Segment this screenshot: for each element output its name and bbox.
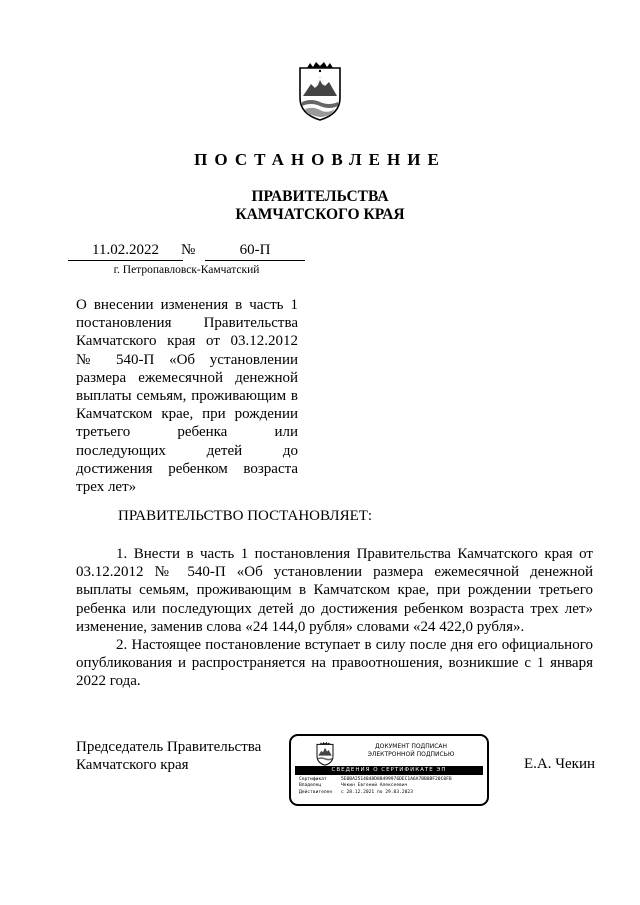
issuer-line: КАМЧАТСКОГО КРАЯ xyxy=(235,206,405,223)
signatory-position-line: Камчатского края xyxy=(76,757,189,774)
stamp-row-value: Чекин Евгений Алексеевич xyxy=(341,783,408,789)
subject-line: Камчатском крае, при рождении xyxy=(76,406,298,423)
kamchatka-coat-of-arms-icon xyxy=(297,62,343,122)
document-subject xyxy=(76,296,298,496)
stamp-row xyxy=(299,790,483,796)
document-body xyxy=(76,545,593,691)
issue-city: г. Петропавловск-Камчатский xyxy=(113,264,260,276)
subject-line: трех лет» xyxy=(76,478,137,495)
subject-line: постановления Правительства xyxy=(76,315,298,332)
subject-line: Камчатского края от 03.12.2012 xyxy=(76,333,298,350)
stamp-certificate-bar: СВЕДЕНИЯ О СЕРТИФИКАТЕ ЭП xyxy=(295,766,483,775)
stamp-title-line: ДОКУМЕНТ ПОДПИСАН xyxy=(374,743,448,750)
issuer-heading xyxy=(0,188,640,224)
body-paragraph: 2. Настоящее постановление вступает в силу после дня его официального опубликования и распространяется на правоотношения, возникшие с 1 января 2022 года. xyxy=(76,637,593,690)
electronic-signature-stamp xyxy=(289,734,489,806)
signatory-position-line: Председатель Правительства xyxy=(76,739,262,755)
number-sign: № xyxy=(181,242,196,258)
stamp-title xyxy=(341,743,481,759)
body-paragraph: 1. Внести в часть 1 постановления Правительства Камчатского края от 03.12.2012 № 540-П «Об установлении размера ежемесячной денежной выплаты семьям, проживающим в Камчатском крае, при рождении третьего ребенка или последующих детей до достижения ребенком возраста трех лет» изменение, заменив слова «24 144,0 рубля» словами «24 422,0 рубля». xyxy=(76,546,593,635)
decree-phrase: ПРАВИТЕЛЬСТВО ПОСТАНОВЛЯЕТ: xyxy=(118,508,373,524)
stamp-row-label: Сертификат xyxy=(299,777,327,782)
signatory-name: Е.А. Чекин xyxy=(524,756,595,772)
issuer-line: ПРАВИТЕЛЬСТВА xyxy=(251,188,389,205)
stamp-row-label: Действителен xyxy=(299,789,333,795)
stamp-row-label: Владелец xyxy=(299,783,322,789)
subject-line: достижения ребенком возраста xyxy=(76,460,298,477)
subject-line: № 540-П «Об установлении xyxy=(76,351,298,368)
document-type-heading: ПОСТАНОВЛЕНИЕ xyxy=(194,150,446,169)
signatory-position xyxy=(76,738,261,774)
stamp-title-line: ЭЛЕКТРОННОЙ ПОДПИСЬЮ xyxy=(367,751,455,758)
subject-line: выплаты семьям, проживающим в xyxy=(76,387,298,404)
subject-line: последующих детей до xyxy=(76,442,298,459)
subject-line: третьего ребенка или xyxy=(76,424,298,441)
stamp-row-value: 5E0BA2514848D88499976DEC1A6A7BB8BF20C0FB xyxy=(341,777,452,782)
document-number: 60-П xyxy=(205,242,305,261)
stamp-certificate-details xyxy=(299,777,483,796)
document-date: 11.02.2022 xyxy=(68,242,183,261)
subject-line: О внесении изменения в часть 1 xyxy=(76,297,298,313)
subject-line: размера ежемесячной денежной xyxy=(76,369,298,386)
stamp-row-value: с 28.12.2021 по 29.03.2023 xyxy=(341,789,413,795)
stamp-coat-of-arms-icon xyxy=(315,742,335,766)
